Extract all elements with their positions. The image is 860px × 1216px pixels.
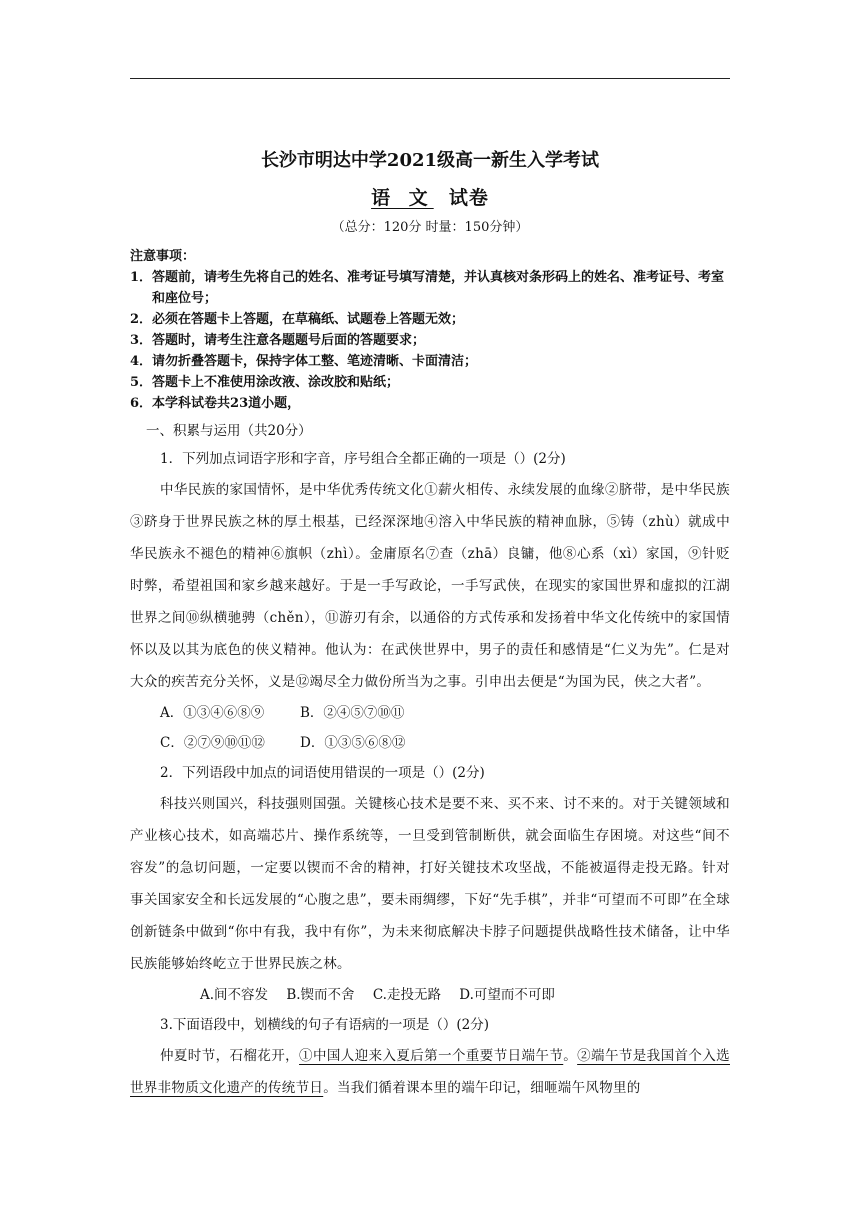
option-c: C．②⑦⑨⑩⑪⑫ <box>160 735 265 751</box>
question-1-stem: 1．下列加点词语字形和字音，序号组合全都正确的一项是（）(2分) <box>160 451 566 467</box>
subject-heading <box>130 184 730 212</box>
option-d: D．①③⑤⑥⑧⑫ <box>300 735 406 751</box>
notice-heading: 注意事项： <box>130 249 196 264</box>
option-b: B．②④⑤⑦⑩⑪ <box>300 705 405 721</box>
option-a: A．①③④⑥⑧⑨ <box>160 705 265 721</box>
question-1-options-row1 <box>130 698 730 728</box>
subject-name: 语 文 <box>371 187 434 209</box>
exam-title: 长沙市明达中学2021级高一新生入学考试 <box>260 150 600 171</box>
q3-underlined-sentence-2: ②端午节是我国首个入选世界非物质文化遗产的传统节日 <box>130 1048 730 1096</box>
q3-text-mid: 。 <box>563 1048 578 1064</box>
question-1-options-row2 <box>130 728 730 758</box>
notice-item: 5．答题卡上不准使用涂改液、涂改胶和贴纸； <box>130 375 400 390</box>
notice-item: 2．必须在答题卡上答题，在草稿纸、试题卷上答题无效； <box>130 312 465 327</box>
notice-item: 3．答题时，请考生注意各题题号后面的答题要求； <box>130 333 426 348</box>
subject-suffix: 试卷 <box>448 187 489 209</box>
notice-item: 1．答题前，请考生先将自己的姓名、准考证号填写清楚，并认真核对条形码上的姓名、准考证号、考室和座位号； <box>130 270 725 306</box>
notice-list <box>130 267 730 414</box>
notice-item: 4．请勿折叠答题卡，保持字体工整、笔迹清晰、卡面清洁； <box>130 354 478 369</box>
notice-block <box>130 246 730 414</box>
top-rule <box>130 78 730 79</box>
q3-underlined-sentence-1: ①中国人迎来入夏后第一个重要节日端午节 <box>299 1048 564 1064</box>
question-2-stem: 2．下列语段中加点的词语使用错误的一项是（）(2分) <box>160 765 485 781</box>
question-2-passage: 科技兴则国兴，科技强则国强。关键核心技术是要不来、买不来、讨不来的。对于关键领域和产业核心技术，如高端芯片、操作系统等，一旦受到管制断供，就会面临生存困境。对这些“间不容发”的急切问题，一定要以锲而不舍的精神，打好关键技术攻坚战，不能被逼得走投无路。针对事关国家安全和长远发展的“心腹之患”，要未雨绸缪，下好“先手棋”，并非“可望而不可即”在全球创新链条中做到“你中有我，我中有你”，为未来彻底解决卡脖子问题提供战略性技术储备，让中华民族能够始终屹立于世界民族之林。 <box>130 796 730 972</box>
section-heading: 一、积累与运用（共20分） <box>146 423 312 439</box>
q3-text-post: 。当我们循着课本里的端午印记，细咂端午风物里的 <box>323 1080 641 1096</box>
question-2-options: A.间不容发 B.锲而不舍 C.走投无路 D.可望而不可即 <box>200 987 555 1003</box>
exam-page <box>130 148 730 1104</box>
notice-item: 6．本学科试卷共23道小题， <box>130 396 301 411</box>
question-3-passage <box>130 1040 730 1104</box>
question-1-passage: 中华民族的家国情怀，是中华优秀传统文化①薪火相传、永续发展的血缘②脐带，是中华民族③跻身于世界民族之林的厚土根基，已经深深地④溶入中华民族的精神血脉，⑤铸（zhù）就成中华民族永不褪色的精神⑥旗帜（zhì）。金庸原名⑦查（zhā）良镛，他⑧心系（xì）家国，⑨针贬时弊，希望祖国和家乡越来越好。于是一手写政论，一手写武侠，在现实的家国世界和虚拟的江湖世界之间⑩纵横驰骋（chěn），⑪游刃有余，以通俗的方式传承和发扬着中华文化传统中的家国情怀以及以其为底色的侠义精神。他认为：在武侠世界中，男子的责任和感情是“仁义为先”。仁是对大众的疾苦充分关怀，义是⑫竭尽全力做份所当为之事。引申出去便是“为国为民，侠之大者”。 <box>130 482 730 690</box>
q3-text-pre: 仲夏时节，石榴花开， <box>160 1048 300 1064</box>
question-3-stem: 3.下面语段中，划横线的句子有语病的一项是（）(2分) <box>160 1017 490 1033</box>
exam-meta: （总分：120分 时量：150分钟） <box>331 220 529 235</box>
